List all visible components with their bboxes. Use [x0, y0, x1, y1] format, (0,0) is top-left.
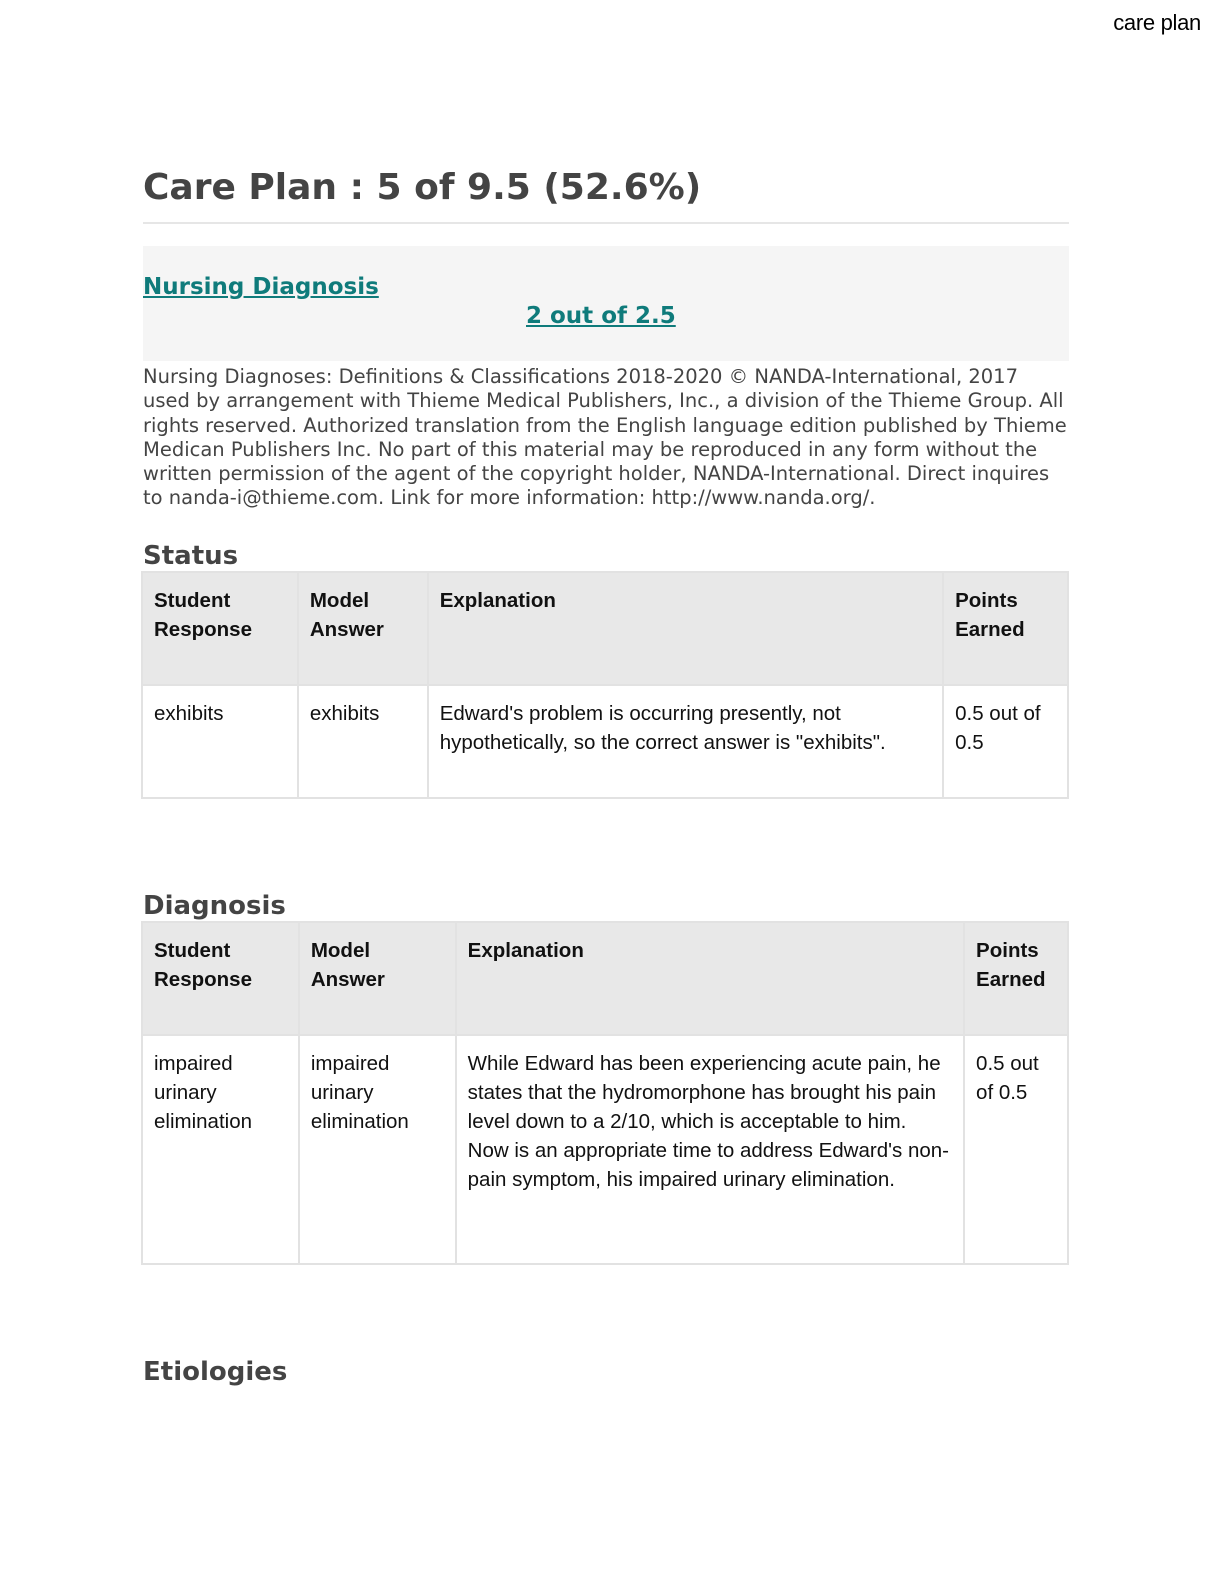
page-title: Care Plan : 5 of 9.5 (52.6%) — [143, 160, 1069, 224]
student-response-cell: impaired urinary elimination — [142, 1035, 299, 1264]
table-header-row — [142, 572, 1068, 685]
care-plan-content — [143, 160, 1069, 1387]
section-score-link[interactable]: 2 out of 2.5 — [526, 303, 676, 329]
column-header-student-response: Student Response — [142, 922, 299, 1035]
diagnosis-heading: Diagnosis — [143, 890, 286, 921]
column-header-explanation: Explanation — [428, 572, 943, 685]
points-earned-cell: 0.5 out of 0.5 — [943, 685, 1068, 798]
nursing-diagnosis-section-header — [143, 246, 1069, 361]
column-header-model-answer: Model Answer — [298, 572, 428, 685]
status-heading: Status — [143, 540, 239, 571]
model-answer-cell: exhibits — [298, 685, 428, 798]
column-header-student-response: Student Response — [142, 572, 298, 685]
table-row — [142, 685, 1068, 798]
column-header-points-earned: Points Earned — [943, 572, 1068, 685]
column-header-explanation: Explanation — [456, 922, 964, 1035]
model-answer-cell: impaired urinary elimination — [299, 1035, 456, 1264]
diagnosis-table — [141, 921, 1069, 1265]
student-response-cell: exhibits — [142, 685, 298, 798]
column-header-model-answer: Model Answer — [299, 922, 456, 1035]
page-header-tag: care plan — [1113, 10, 1201, 35]
points-earned-cell: 0.5 out of 0.5 — [964, 1035, 1068, 1264]
copyright-notice: Nursing Diagnoses: Definitions & Classifications 2018-2020 © NANDA-International, 2017 used by arrangement with Thieme Medical Publishers, Inc., a division of the Thieme Group. All rights reserved. Authorized translation from the English language edition published by Thieme Medican Publishers Inc. No part of this material may be reproduced in any form without the written permission of the agent of the copyright holder, NANDA-International. Direct inquires to nanda-i@thieme.com. Link for more information: http://www.nanda.org/. — [143, 365, 1067, 510]
explanation-cell: While Edward has been experiencing acute pain, he states that the hydromorphone has brought his pain level down to a 2/10, which is acceptable to him. Now is an appropriate time to address Edward's non-pain symptom, his impaired urinary elimination. — [456, 1035, 964, 1264]
status-table — [141, 571, 1069, 799]
column-header-points-earned: Points Earned — [964, 922, 1068, 1035]
nursing-diagnosis-link[interactable]: Nursing Diagnosis — [143, 274, 379, 300]
explanation-cell: Edward's problem is occurring presently, not hypothetically, so the correct answer is "exhibits". — [428, 685, 943, 798]
table-row — [142, 1035, 1068, 1264]
etiologies-heading: Etiologies — [143, 1356, 288, 1387]
table-header-row — [142, 922, 1068, 1035]
